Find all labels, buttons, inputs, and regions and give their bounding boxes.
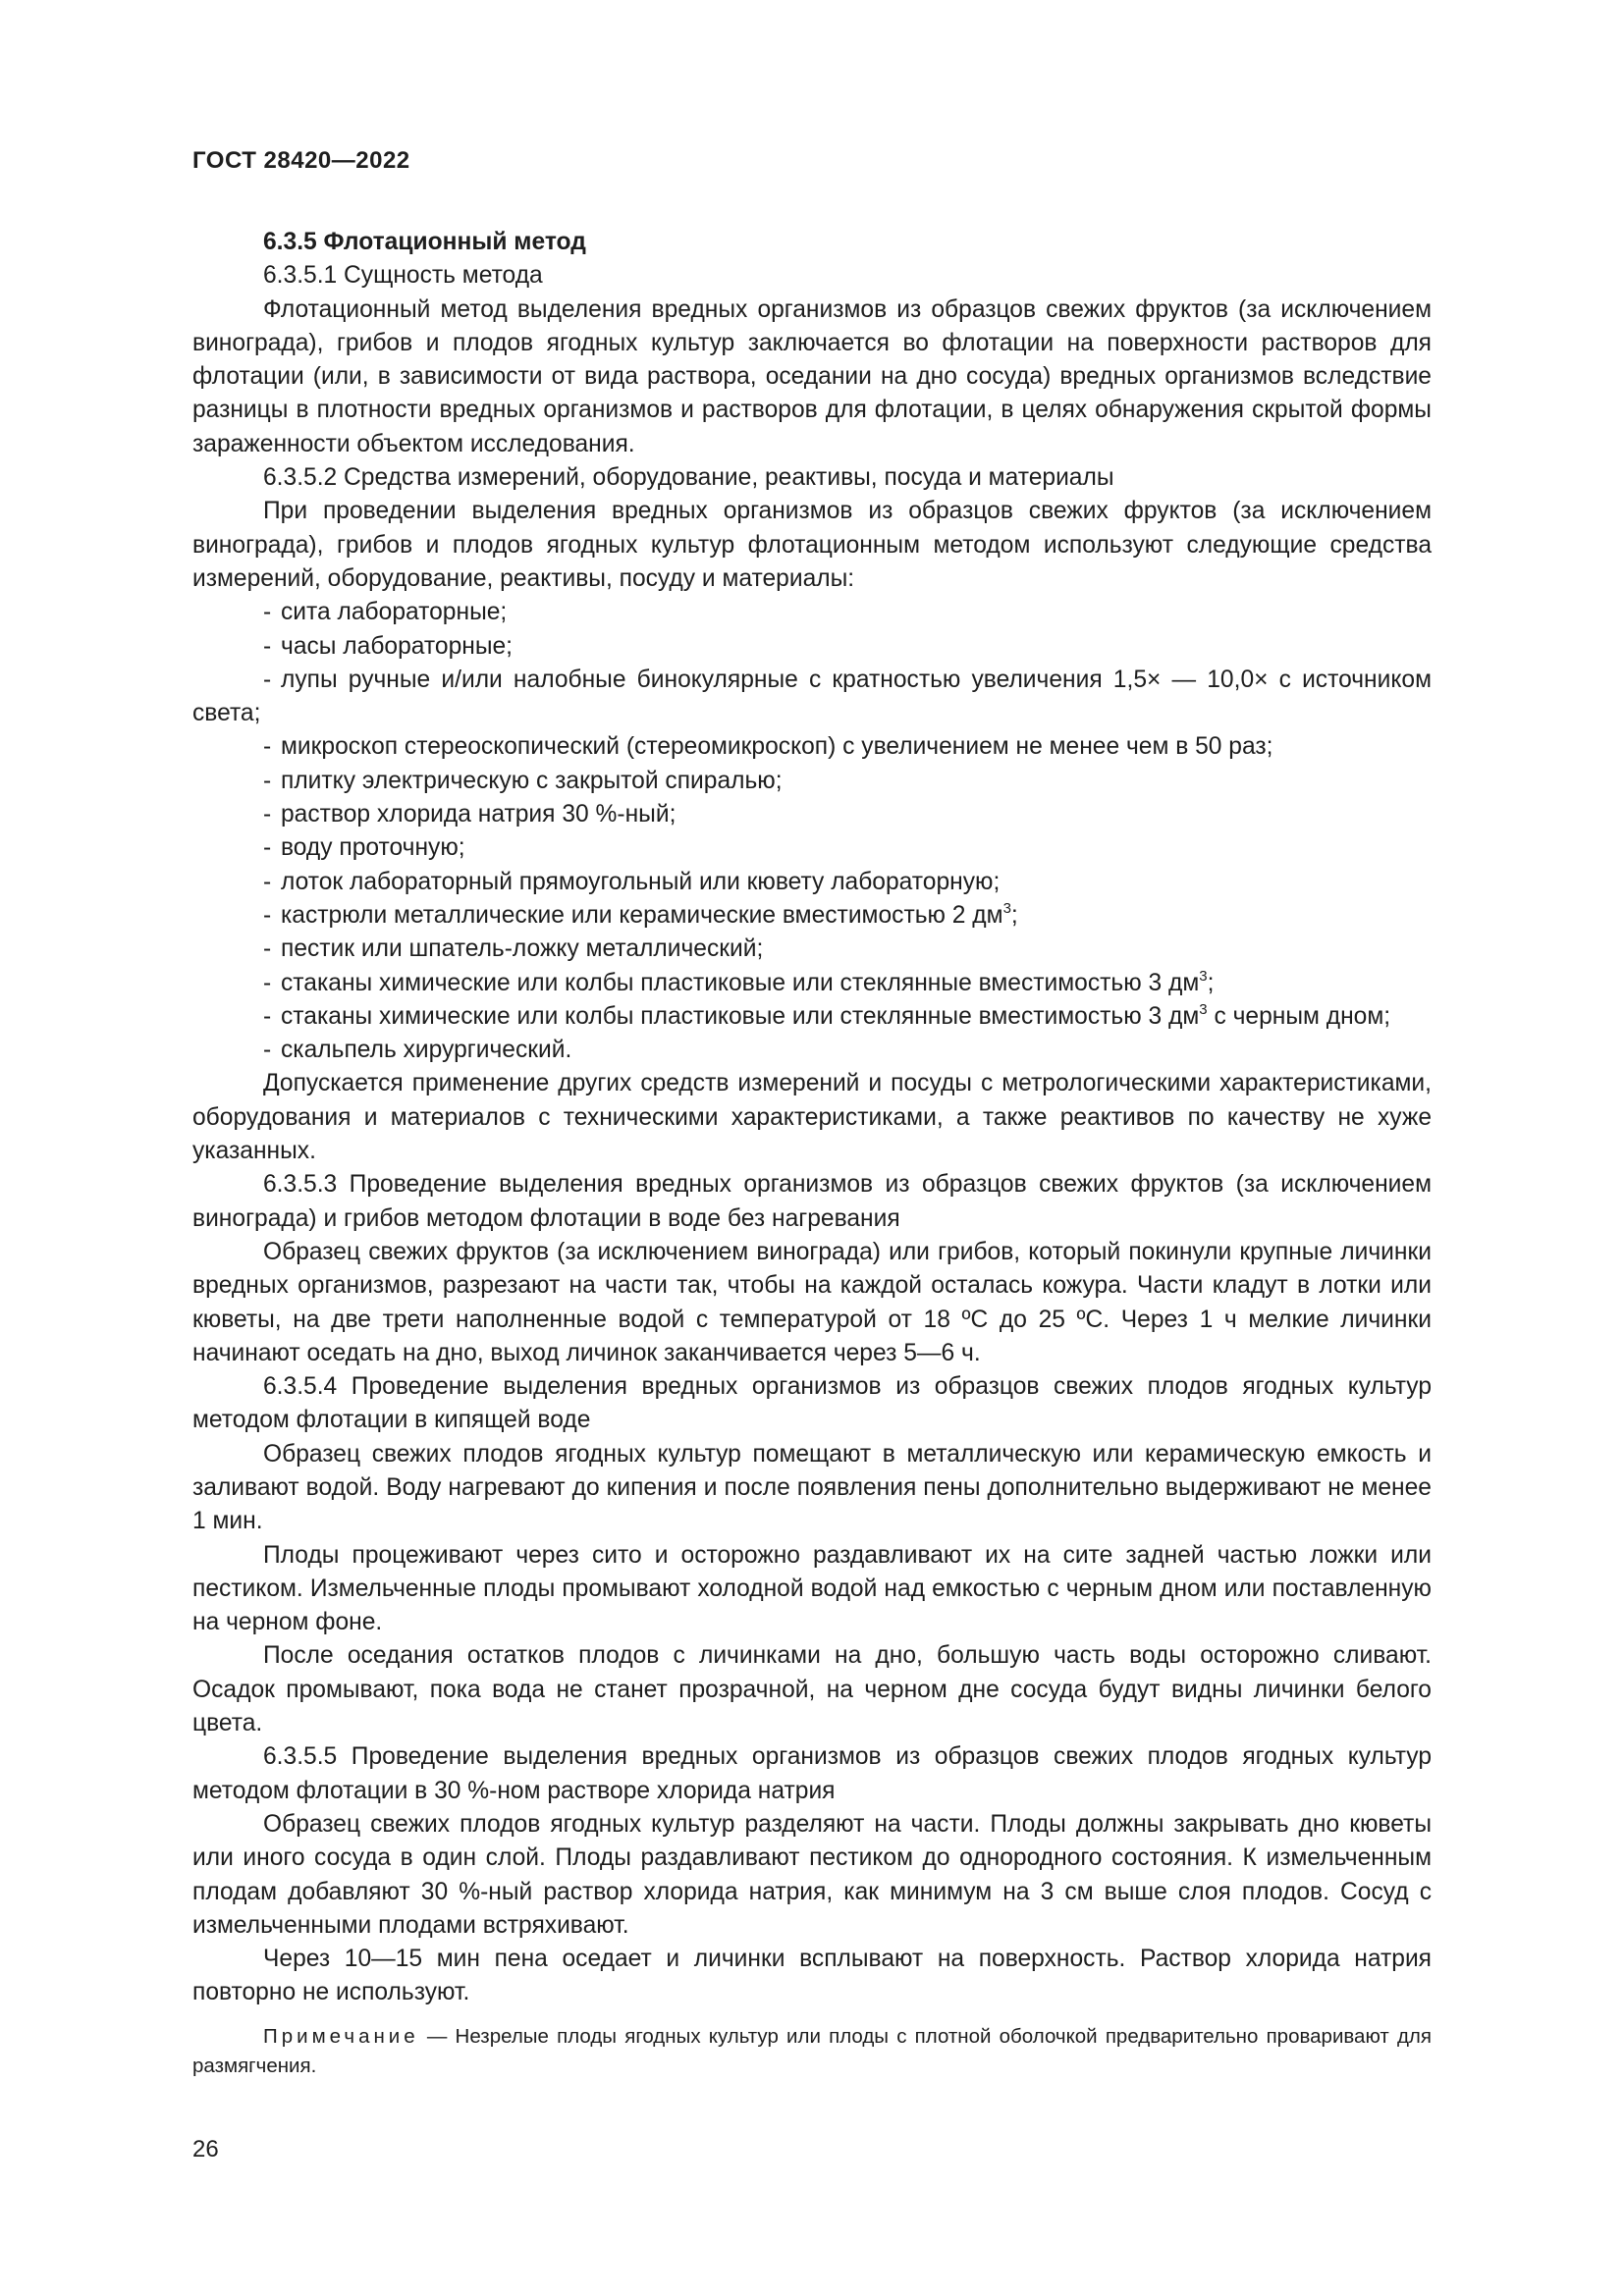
superscript: 3 bbox=[1199, 1000, 1208, 1018]
list-dash: - bbox=[263, 1037, 272, 1064]
list-dash: - bbox=[263, 1002, 272, 1030]
salt-solution-paragraph-1: Образец свежих плодов ягодных культур разделяют на части. Плоды должны закрывать дно кюветы или иного сосуда в один слой. Плоды раздавливают пестиком до однородного состояния. К измельченным плодам добавляют 30 %-ный раствор хлорида натрия, как минимум на 3 см выше слоя плодов. Сосуд с измельченными плодами встряхивают. bbox=[192, 1810, 1432, 1939]
list-item: - воду проточную; bbox=[192, 831, 1432, 865]
list-dash: - bbox=[263, 901, 272, 929]
list-dash: - bbox=[263, 868, 272, 895]
note bbox=[192, 2022, 1432, 2081]
cold-water-paragraph: Образец свежих фруктов (за исключением винограда) или грибов, который покинули крупные личинки вредных организмов, разрезают на части так, чтобы на каждой осталась кожура. Части кладут в лотки или кюветы, на две трети наполненные водой с температурой от 18 ºС до 25 ºС. Через 1 ч мелкие личинки начинают оседать на дно, выход личинок заканчивается через 5—6 ч. bbox=[192, 1238, 1432, 1366]
list-item: - стаканы химические или колбы пластиковые или стеклянные вместимостью 3 $дм^3$ с черным дном; bbox=[192, 1000, 1432, 1034]
list-dash: - bbox=[263, 801, 272, 828]
list-item: - лоток лабораторный прямоугольный или кювету лабораторную; bbox=[192, 866, 1432, 899]
note-label: Примечание bbox=[263, 2024, 419, 2048]
list-dash: - bbox=[263, 767, 272, 794]
list-dash: - bbox=[263, 834, 272, 862]
salt-solution-paragraph-2: Через 10—15 мин пена оседает и личинки всплывают на поверхность. Раствор хлорида натрия повторно не используют. bbox=[192, 1946, 1432, 2006]
list-dash: - bbox=[263, 599, 272, 626]
boiling-water-paragraph-3: После оседания остатков плодов с личинками на дно, большую часть воды осторожно сливают. Осадок промывают, пока вода не станет прозрачной, на черном дне сосуда будут видны личинки белого цвета. bbox=[192, 1642, 1432, 1737]
subsection-title-equipment: 6.3.5.2 Средства измерений, оборудование, реактивы, посуда и материалы bbox=[263, 464, 1114, 492]
section-heading: 6.3.5 Флотационный метод bbox=[263, 229, 586, 255]
subsection-title-essence: 6.3.5.1 Сущность метода bbox=[263, 262, 543, 290]
list-item: - часы лабораторные; bbox=[192, 630, 1432, 664]
list-dash: - bbox=[263, 666, 272, 693]
list-item: - кастрюли металлические или керамические вместимостью 2 $дм^3$; bbox=[192, 899, 1432, 933]
list-item: - микроскоп стереоскопический (стереомикроскоп) с увеличением не менее чем в 50 раз; bbox=[192, 730, 1432, 764]
list-dash: - bbox=[263, 632, 272, 660]
list-dash: - bbox=[263, 733, 272, 761]
superscript: 3 bbox=[1002, 899, 1011, 917]
list-item: - раствор хлорида натрия 30 %-ный; bbox=[192, 798, 1432, 831]
superscript: 3 bbox=[1199, 967, 1208, 985]
list-dash: - bbox=[263, 969, 272, 996]
equipment-intro-paragraph: При проведении выделения вредных организмов из образцов свежих фруктов (за исключением винограда), грибов и плодов ягодных культур флотационным методом используют следующие средства измерений, оборудование, реактивы, посуду и материалы: bbox=[192, 498, 1432, 592]
note-text: — Незрелые плоды ягодных культур или плоды с плотной оболочкой предварительно проваривают для размягчения. bbox=[192, 2024, 1432, 2077]
method-essence-paragraph: Флотационный метод выделения вредных организмов из образцов свежих фруктов (за исключением винограда), грибов и плодов ягодных культур заключается во флотации на поверхности растворов для флотации (или, в зависимости от вида раствора, оседании на дно сосуда) вредных организмов вследствие разницы в плотности вредных организмов и растворов для флотации, в целях обнаружения скрытой формы зараженности объектом исследования. bbox=[192, 295, 1432, 457]
document-code-header: ГОСТ 28420—2022 bbox=[192, 147, 410, 174]
subsection-title-cold-water: 6.3.5.3 Проведение выделения вредных организмов из образцов свежих фруктов (за исключением винограда) и грибов методом флотации в воде без нагревания bbox=[192, 1171, 1432, 1232]
list-item: - скальпель хирургический. bbox=[192, 1034, 1432, 1067]
document-body bbox=[192, 226, 1432, 2081]
equipment-list bbox=[192, 596, 1432, 1067]
list-item: - стаканы химические или колбы пластиковые или стеклянные вместимостью 3 $дм^3$; bbox=[192, 967, 1432, 1000]
page-number: 26 bbox=[192, 2136, 219, 2163]
list-item: - пестик или шпатель-ложку металлический; bbox=[192, 933, 1432, 966]
equipment-outro-paragraph: Допускается применение других средств измерений и посуды с метрологическими характеристиками, оборудования и материалов с техническими характеристиками, а также реактивов по качеству не хуже указанных. bbox=[192, 1070, 1432, 1165]
subsection-title-boiling-water: 6.3.5.4 Проведение выделения вредных организмов из образцов свежих плодов ягодных культур методом флотации в кипящей воде bbox=[192, 1373, 1432, 1434]
list-item: - плитку электрическую с закрытой спиралью; bbox=[192, 765, 1432, 798]
list-dash: - bbox=[263, 935, 272, 963]
boiling-water-paragraph-2: Плоды процеживают через сито и осторожно раздавливают их на сите задней частью ложки или пестиком. Измельченные плоды промывают холодной водой над емкостью с черным дном или поставленную на черном фоне. bbox=[192, 1541, 1432, 1636]
list-item: - сита лабораторные; bbox=[192, 596, 1432, 629]
subsection-title-salt-solution: 6.3.5.5 Проведение выделения вредных организмов из образцов свежих плодов ягодных культур методом флотации в 30 %-ном растворе хлорида натрия bbox=[192, 1743, 1432, 1804]
boiling-water-paragraph-1: Образец свежих плодов ягодных культур помещают в металлическую или керамическую емкость и заливают водой. Воду нагревают до кипения и после появления пены дополнительно выдерживают не менее 1 мин. bbox=[192, 1440, 1432, 1535]
list-item: - лупы ручные и/или налобные бинокулярные с кратностью увеличения 1,5× — 10,0× с источником света; bbox=[192, 664, 1432, 731]
